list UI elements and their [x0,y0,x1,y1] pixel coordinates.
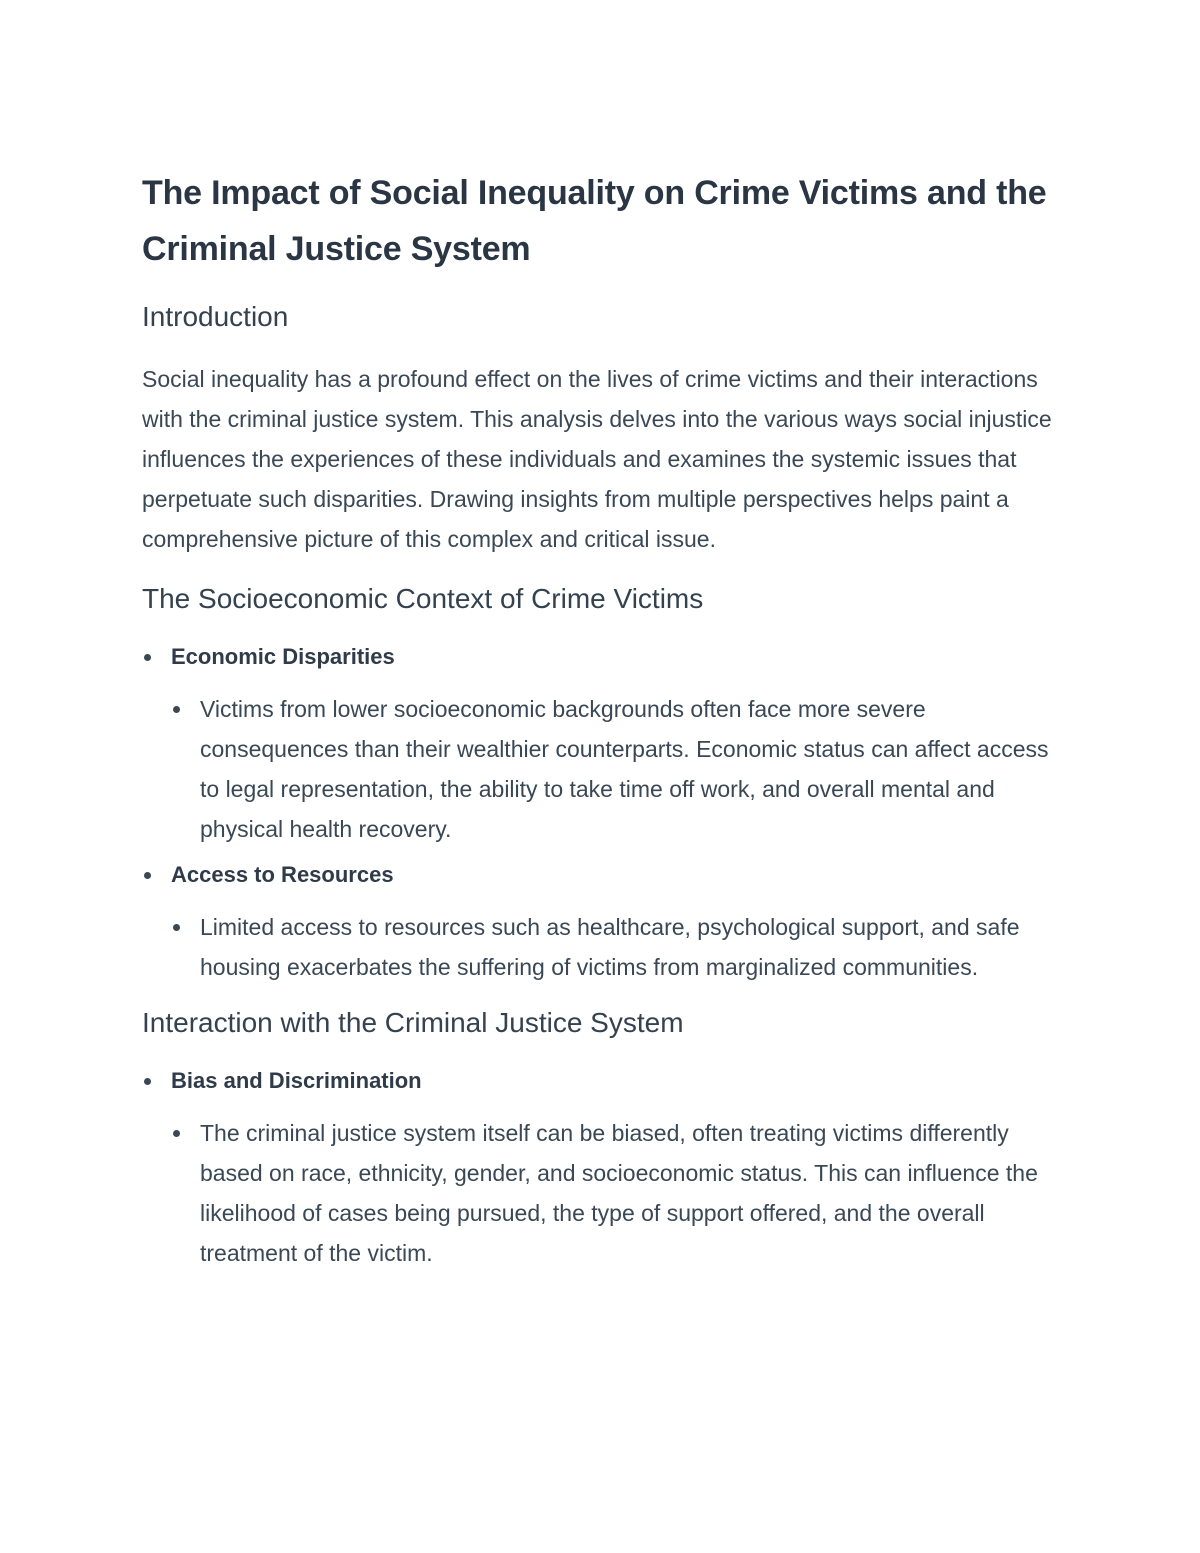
sub-list-item [171,1113,1062,1273]
sub-list-item-text: The criminal justice system itself can be biased, often treating victims differently based on race, ethnicity, gender, and socioeconomic status. This can influence the likelihood of cases being pursued, the type of support offered, and the overall treatment of the victim. [200,1120,1038,1266]
list-item-title: Economic Disparities [171,644,395,669]
list-item-access-to-resources [142,855,1062,987]
section-heading-interaction: Interaction with the Criminal Justice System [142,1007,684,1038]
list-item-economic-disparities [142,637,1062,849]
document-page [142,165,1062,1273]
socioeconomic-list [142,637,1062,987]
intro-paragraph: Social inequality has a profound effect on the lives of crime victims and their interactions with the criminal justice system. This analysis delves into the various ways social injustice influences the experiences of these individuals and examines the systemic issues that perpetuate such disparities. Drawing insights from multiple perspectives helps paint a comprehensive picture of this complex and critical issue. [142,366,1052,552]
section-heading-socioeconomic-context: The Socioeconomic Context of Crime Victims [142,583,704,614]
bullet-icon [144,654,151,661]
bullet-icon [173,1130,180,1137]
list-item-title: Bias and Discrimination [171,1068,422,1093]
list-item-title: Access to Resources [171,862,394,887]
bullet-icon [173,706,180,713]
sub-list-item [171,907,1062,987]
sub-list [171,1113,1062,1273]
bullet-icon [144,1078,151,1085]
sub-list [171,689,1062,849]
bullet-icon [144,872,151,879]
section-heading-introduction: Introduction [142,301,289,332]
bullet-icon [173,924,180,931]
sub-list-item [171,689,1062,849]
list-item-bias-and-discrimination [142,1061,1062,1273]
sub-list [171,907,1062,987]
sub-list-item-text: Limited access to resources such as healthcare, psychological support, and safe housing exacerbates the suffering of victims from marginalized communities. [200,914,1020,980]
interaction-list [142,1061,1062,1273]
sub-list-item-text: Victims from lower socioeconomic backgrounds often face more severe consequences than their wealthier counterparts. Economic status can affect access to legal representation, the ability to take time off work, and overall mental and physical health recovery. [200,696,1049,842]
page-title: The Impact of Social Inequality on Crime Victims and the Criminal Justice System [142,174,1047,268]
